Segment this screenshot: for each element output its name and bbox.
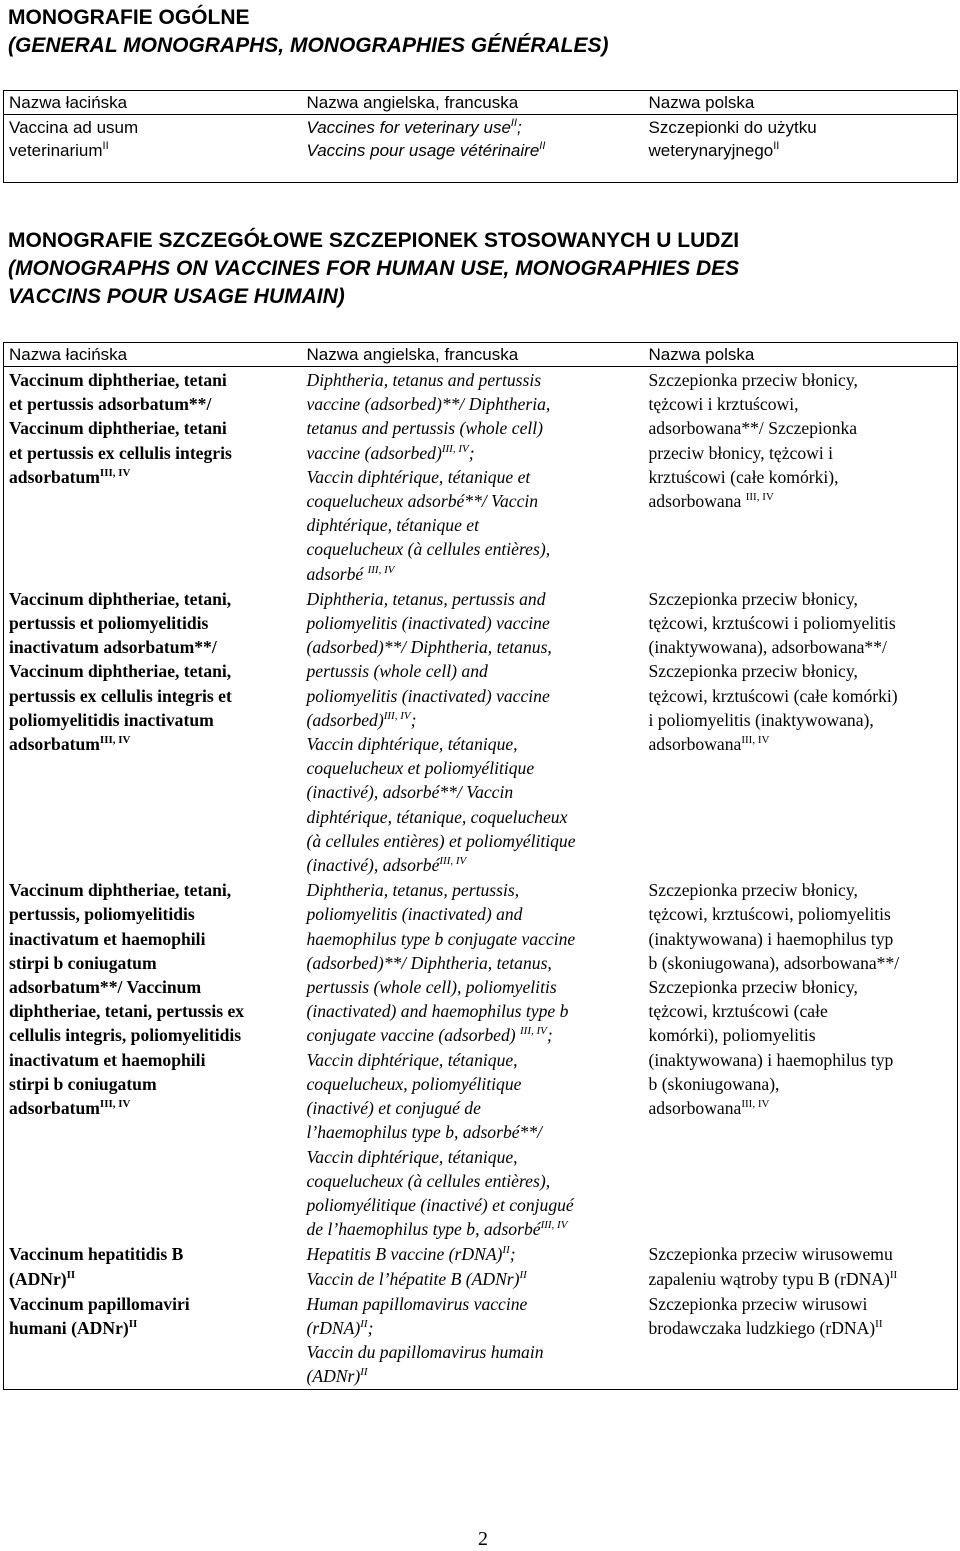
english-french-name-cell: Diphtheria, tetanus, pertussis and poliomyelitis (inactivated) vaccine (adsorbed)**/ Diphtheria, tetanus, pertussis (whole cell) and poliomyelitis (inactivated) vaccine (adsorbed)$^{III, IV}$; Vaccin diphtérique, tétanique, coquelucheux et poliomyélitique (inactivé), adsorbé**/ Vaccin diphtérique, tétanique, coquelucheux (à cellules entières) et poliomyélitique (inactivé), adsorbé$^{III, IV}$ [306, 588, 576, 876]
general-title-line2: (GENERAL MONOGRAPHS, MONOGRAPHIES GÉNÉRALES) [8, 34, 609, 57]
polish-name-cell: Szczepionka przeciw wirusowi brodawczaka ludzkiego (rDNA)$^{II}$ [648, 1293, 883, 1338]
english-french-name-cell: Hepatitis B vaccine (rDNA)$^{II}$; Vaccin de l’hépatite B (ADNr)$^{II}$ [306, 1244, 527, 1289]
header-latin: Nazwa łacińska [4, 91, 302, 115]
table-row [4, 586, 958, 877]
latin-name-cell: Vaccinum diphtheriae, tetani et pertussis adsorbatum**/ Vaccinum diphtheriae, tetani et pertussis ex cellulis integris adsorbatum$^{III, IV}$ [9, 370, 232, 487]
header-english-french: Nazwa angielska, francuska [302, 343, 644, 367]
english-french-name-cell: Diphtheria, tetanus and pertussis vaccine (adsorbed)**/ Diphtheria, tetanus and pertussis (whole cell) vaccine (adsorbed)$^{III, IV}$; Vaccin diphtérique, tétanique et coquelucheux adsorbé**/ Vaccin diphtérique, tétanique et coquelucheux (à cellules entières), adsorbé $^{III, IV}$ [306, 370, 551, 584]
english-french-name-cell: Vaccines for veterinary use$^{II}$; Vaccins pour usage vétérinaire$^{II}$ [306, 117, 546, 160]
latin-name-cell: Vaccina ad usum veterinarium$^{II}$ [9, 118, 139, 160]
polish-name-cell: Szczepionka przeciw błonicy, tężcowi, krztuścowi, poliomyelitis (inaktywowana) i haemophilus typ b (skoniugowana), adsorbowana**/ Szczepionka przeciw błonicy, tężcowi, krztuścowi (całe komórki), poliomyelitis (inaktywowana) i haemophilus typ b (skoniugowana), adsorbowana$^{III, IV}$ [648, 880, 900, 1119]
header-english-french: Nazwa angielska, francuska [302, 91, 644, 115]
table-row [4, 367, 958, 586]
polish-name-cell: Szczepionka przeciw błonicy, tężcowi i krztuścowi, adsorbowana**/ Szczepionka przeciw błonicy, tężcowi i krztuścowi (całe komórki), adsorbowana $^{III, IV}$ [648, 370, 858, 512]
general-title-line1: MONOGRAFIE OGÓLNE [8, 6, 250, 29]
latin-name-cell: Vaccinum diphtheriae, tetani, pertussis et poliomyelitidis inactivatum adsorbatum**/ Vaccinum diphtheriae, tetani, pertussis ex cellulis integris et poliomyelitidis inactivatum adsorbatum$^{III, IV}$ [9, 588, 232, 755]
table-header-row [4, 343, 958, 367]
human-vaccines-heading [8, 227, 739, 311]
header-polish: Nazwa polska [644, 343, 958, 367]
english-french-name-cell: Human papillomavirus vaccine (rDNA)$^{II}$; Vaccin du papillomavirus humain (ADNr)$^{II}$ [306, 1293, 544, 1387]
table-row [4, 1291, 958, 1389]
header-latin: Nazwa łacińska [4, 343, 302, 367]
table-row [4, 115, 958, 183]
latin-name-cell: Vaccinum diphtheriae, tetani, pertussis, poliomyelitidis inactivatum et haemophili stirpi b coniugatum adsorbatum**/ Vaccinum diphtheriae, tetani, pertussis ex cellulis integris, poliomyelitidis inactivatum et haemophili stirpi b coniugatum adsorbatum$^{III, IV}$ [9, 880, 245, 1119]
table-header-row [4, 91, 958, 115]
latin-name-cell: Vaccinum hepatitidis B (ADNr)$^{II}$ [9, 1244, 184, 1289]
latin-name-cell: Vaccinum papillomaviri humani (ADNr)$^{II}$ [9, 1293, 190, 1338]
human-vaccines-table [3, 342, 958, 1390]
page-number: 2 [478, 1528, 488, 1550]
table-row [4, 1241, 958, 1290]
human-title-line2: (MONOGRAPHS ON VACCINES FOR HUMAN USE, MONOGRAPHIES DES [8, 257, 740, 280]
english-french-name-cell: Diphtheria, tetanus, pertussis, poliomyelitis (inactivated) and haemophilus type b conjugate vaccine (adsorbed)**/ Diphtheria, tetanus, pertussis (whole cell), poliomyelitis (inactivated) and haemophilus type b conjugate vaccine (adsorbed) $^{III, IV}$; Vaccin diphtérique, tétanique, coquelucheux, poliomyélitique (inactivé) et conjugué de l’haemophilus type b, adsorbé**/ Vaccin diphtérique, tétanique, coquelucheux (à cellules entières), poliomyélitique (inactivé) et conjugué de l’haemophilus type b, adsorbé$^{III, IV}$ [306, 880, 576, 1240]
general-monographs-table [3, 90, 958, 183]
general-monographs-heading [8, 4, 609, 60]
human-title-line1: MONOGRAFIE SZCZEGÓŁOWE SZCZEPIONEK STOSOWANYCH U LUDZI [8, 229, 740, 252]
polish-name-cell: Szczepionka przeciw wirusowemu zapaleniu wątroby typu B (rDNA)$^{II}$ [648, 1244, 898, 1289]
polish-name-cell: Szczepionki do użytku weterynaryjnego$^{II}$ [648, 118, 817, 160]
human-title-line3: VACCINS POUR USAGE HUMAIN) [8, 285, 345, 308]
polish-name-cell: Szczepionka przeciw błonicy, tężcowi, krztuścowi i poliomyelitis (inaktywowana), adsorbowana**/ Szczepionka przeciw błonicy, tężcowi, krztuścowi (całe komórki) i poliomyelitis (inaktywowana), adsorbowana$^{III, IV}$ [648, 588, 898, 755]
table-row [4, 877, 958, 1241]
header-polish: Nazwa polska [644, 91, 958, 115]
